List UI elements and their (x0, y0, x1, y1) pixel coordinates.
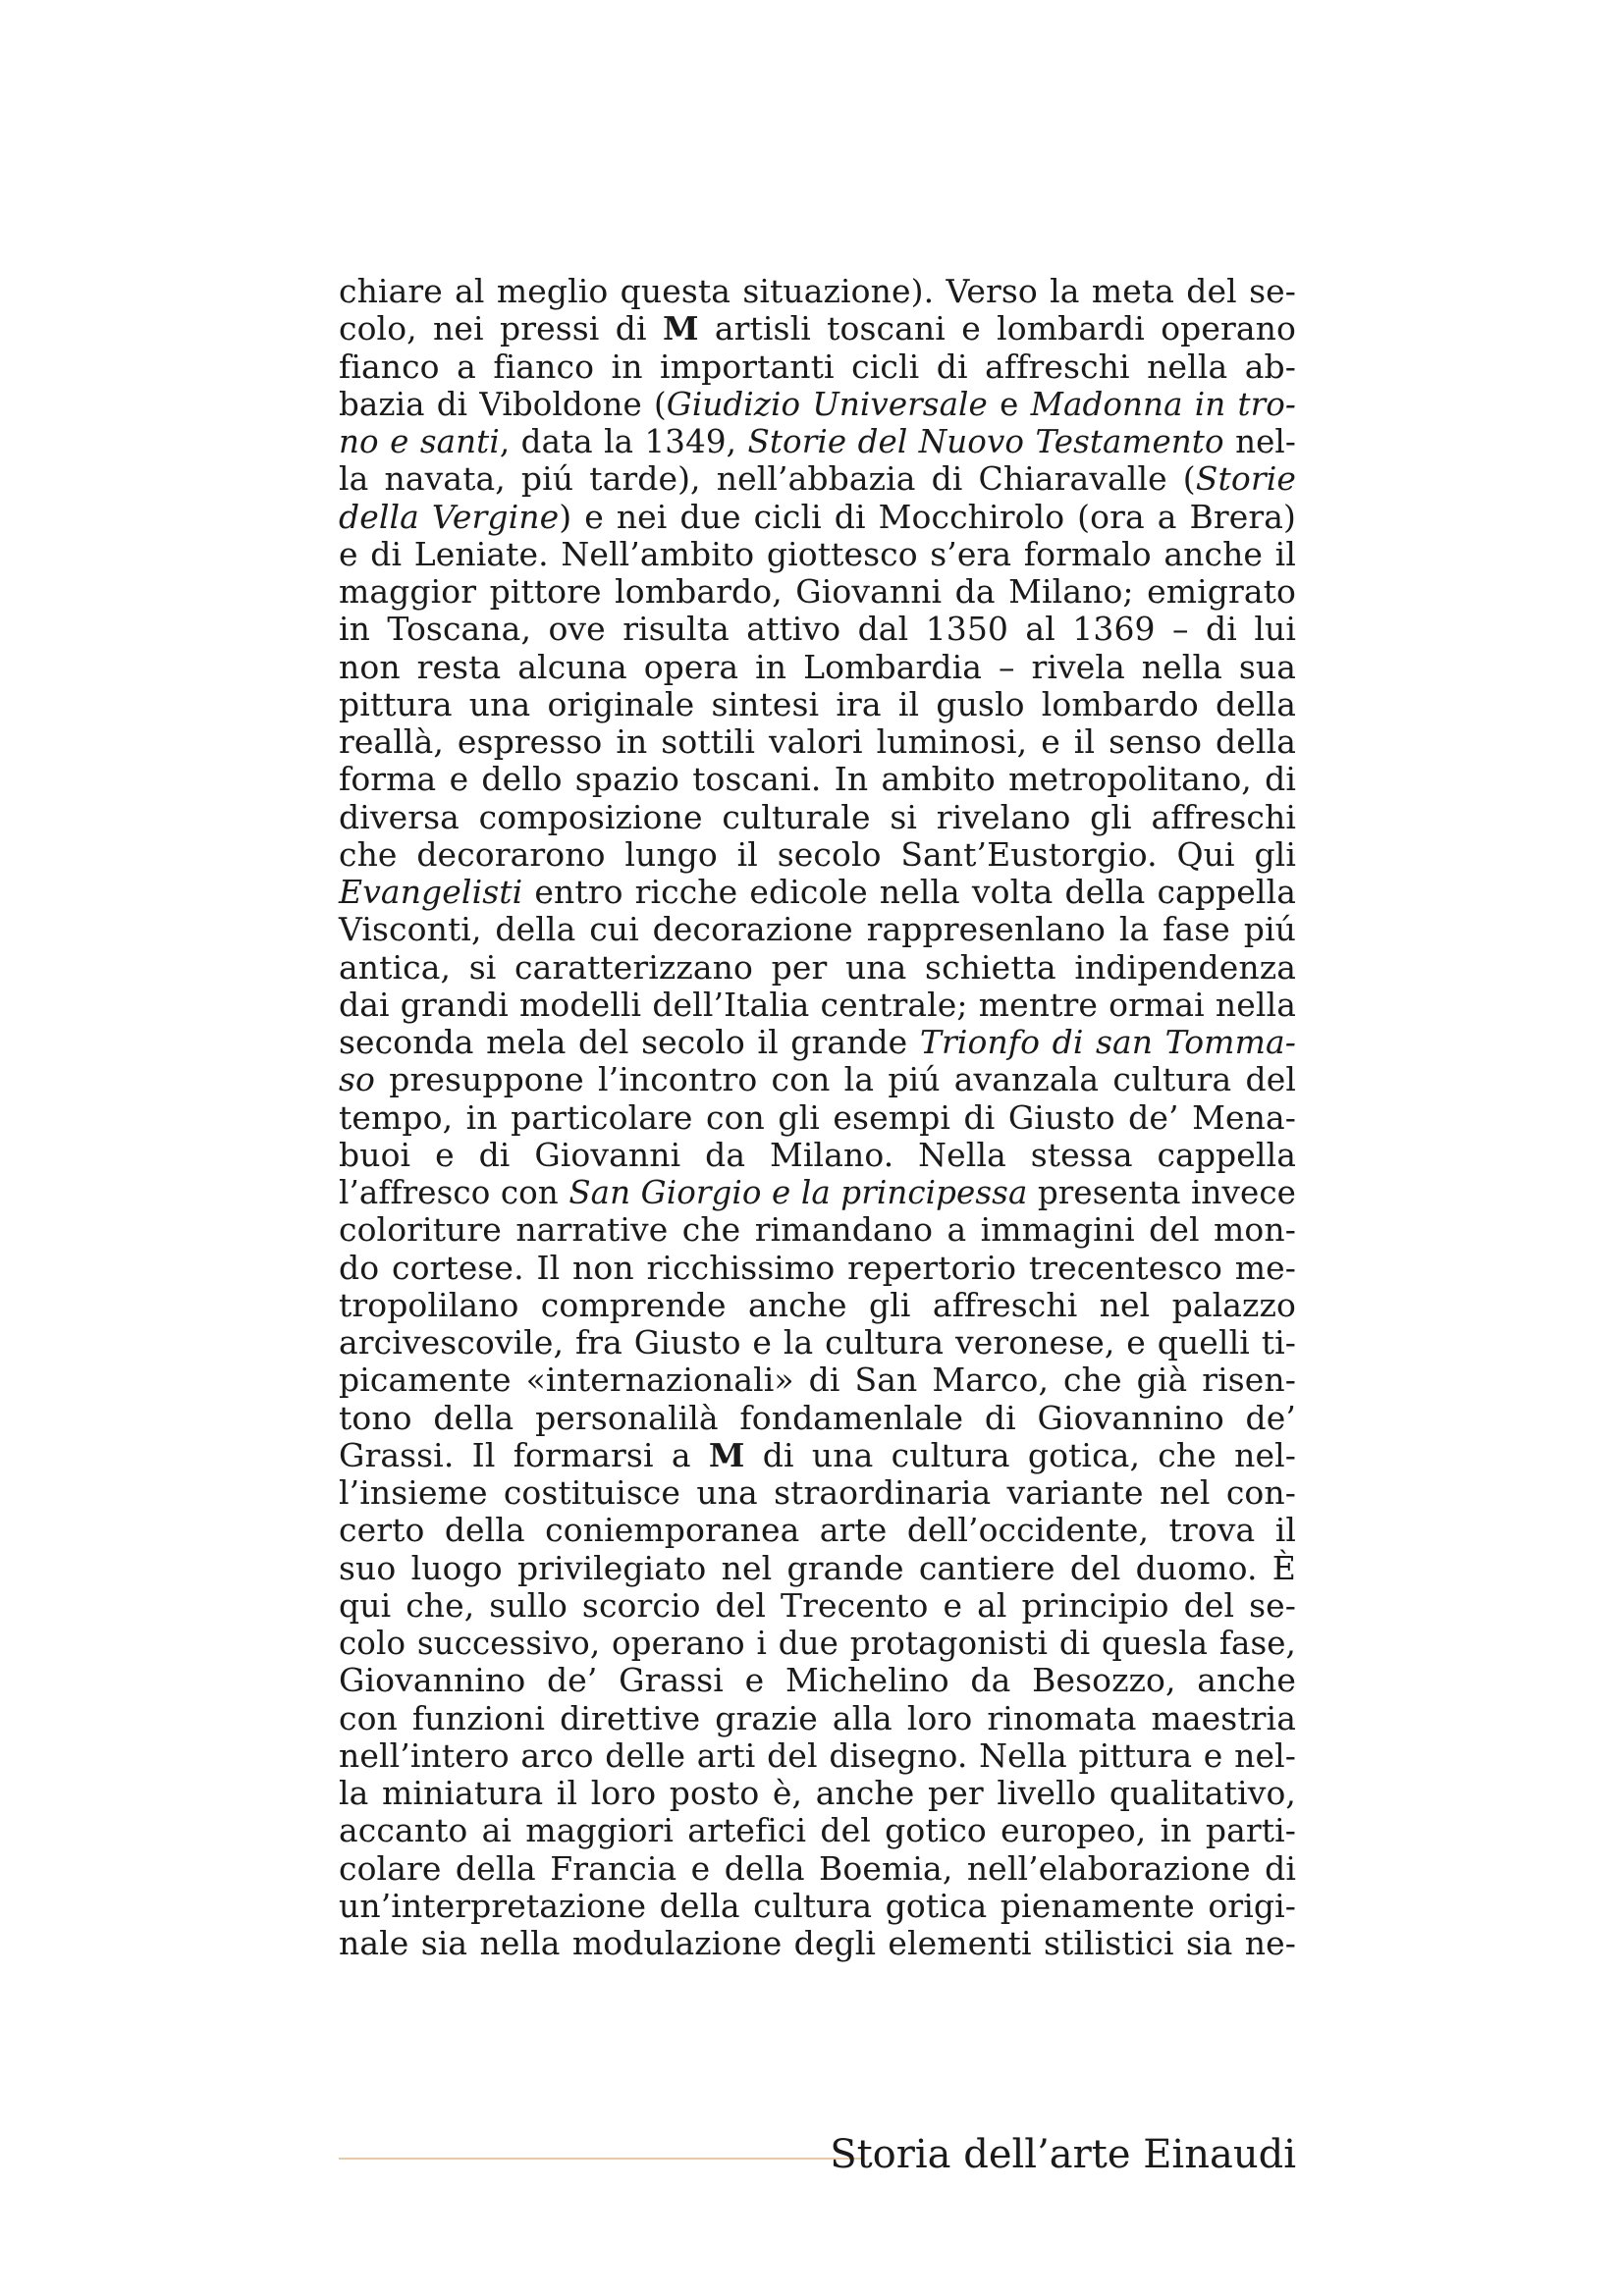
text-segment: colare della Francia e della Boemia, nell’elaborazione di (339, 1848, 1296, 1888)
text-line (339, 836, 1296, 874)
text-segment: tono della personalilà fondamenlale di Giovannino de’ (339, 1398, 1296, 1437)
text-segment: un’interpretazione della cultura gotica pienamente origi- (339, 1886, 1296, 1925)
text-line (339, 874, 1296, 911)
text-segment: Giovannino de’ Grassi e Michelino da Besozzo, anche (339, 1661, 1296, 1700)
text-line (339, 1587, 1296, 1625)
text-line (339, 1625, 1296, 1662)
text-line (339, 1437, 1296, 1474)
text-segment: Trionfo di san Tomma- (919, 1023, 1296, 1061)
text-segment: fianco a fianco in importanti cicli di affreschi nella ab- (339, 347, 1296, 386)
text-segment: presuppone l’incontro con la piú avanzala cultura del (375, 1060, 1296, 1099)
text-line (339, 423, 1296, 460)
text-segment: San Giorgio e la principessa (568, 1174, 1028, 1211)
text-segment: coloriture narrative che rimandano a immagini del mon- (339, 1210, 1296, 1250)
text-segment: presenta invece (1027, 1174, 1296, 1211)
text-segment: e (987, 385, 1031, 423)
text-line (339, 1700, 1296, 1737)
text-line (339, 649, 1296, 686)
text-segment: reallà, espresso in sottili valori luminosi, e il senso della (339, 722, 1296, 761)
text-segment: Madonna in tro- (1030, 385, 1296, 423)
text-line (339, 1324, 1296, 1362)
text-segment: la navata, piú tarde), nell’abbazia di Chiaravalle ( (339, 459, 1196, 499)
text-line (339, 310, 1296, 347)
text-line (339, 1737, 1296, 1775)
text-segment: certo della coniemporanea arte dell’occidente, trova il (339, 1511, 1296, 1550)
text-line (339, 949, 1296, 987)
text-segment: in Toscana, ove risulta attivo dal 1350 al 1369 – di lui (339, 610, 1296, 649)
text-line (339, 799, 1296, 836)
text-segment: l’affresco con (339, 1174, 569, 1211)
text-segment: che decorarono lungo il secolo Sant’Eustorgio. Qui gli (339, 834, 1296, 874)
text-segment: e di Leniate. Nell’ambito giottesco s’era formalo anche il (339, 534, 1296, 573)
text-segment: , data la 1349, (499, 423, 748, 460)
text-segment: maggior pittore lombardo, Giovanni da Milano; emigrato (339, 572, 1296, 611)
text-segment: qui che, sullo scorcio del Trecento e al principio del se- (339, 1585, 1296, 1625)
text-segment: suo luogo privilegiato nel grande cantiere del duomo. È (339, 1548, 1296, 1587)
text-segment: entro ricche edicole nella volta della cappella (522, 873, 1296, 911)
text-segment: diversa composizione culturale si rivelano gli affreschi (339, 797, 1296, 836)
text-line (339, 1775, 1296, 1812)
text-segment: tropolilano comprende anche gli affreschi nel palazzo (339, 1285, 1296, 1324)
text-segment: M (662, 309, 699, 348)
text-line (339, 1888, 1296, 1925)
text-segment: chiare al meglio questa situazione). Verso la meta del se- (339, 272, 1296, 310)
text-line (339, 1850, 1296, 1888)
text-segment: tempo, in particolare con gli esempi di Giusto de’ Mena- (339, 1097, 1296, 1137)
text-line (339, 1061, 1296, 1098)
text-segment: colo successivo, operano i due protagonisti di quesla fase, (339, 1625, 1296, 1662)
text-line (339, 386, 1296, 423)
text-line (339, 1250, 1296, 1287)
text-segment: artisli toscani e lombardi operano (698, 309, 1297, 348)
text-line (339, 573, 1296, 611)
text-segment: della Vergine (339, 497, 560, 536)
page-footer (339, 2128, 1296, 2187)
text-segment: nell’intero arco delle arti del disegno. Nella pittura e nel- (339, 1735, 1296, 1775)
text-line (339, 1925, 1296, 1962)
text-line (339, 348, 1296, 386)
text-segment: antica, si caratterizzano per una schietta indipendenza (339, 947, 1296, 987)
text-line (339, 911, 1296, 948)
text-segment: pittura una originale sintesi ira il guslo lombardo della (339, 684, 1296, 723)
text-segment: bazia di Viboldone ( (339, 385, 667, 423)
text-segment: picamente «internazionali» di San Marco, che già risen- (339, 1361, 1296, 1400)
text-line (339, 1137, 1296, 1174)
text-segment: dai grandi modelli dell’Italia centrale; mentre ormai nella (339, 985, 1296, 1024)
text-line (339, 1512, 1296, 1549)
text-line (339, 499, 1296, 536)
text-line (339, 1812, 1296, 1849)
text-segment: nale sia nella modulazione degli elementi stilistici sia ne- (339, 1924, 1296, 1962)
text-segment: l’insieme costituisce una straordinaria variante nel con- (339, 1473, 1296, 1512)
body-text (339, 273, 1296, 1962)
text-segment: arcivescovile, fra Giusto e la cultura veronese, e quelli ti- (339, 1323, 1296, 1362)
text-segment: no e santi (339, 423, 500, 460)
text-line (339, 987, 1296, 1024)
text-line (339, 1362, 1296, 1399)
text-segment: con funzioni direttive grazie alla loro rinomata maestria (339, 1698, 1296, 1737)
text-segment: accanto ai maggiori artefici del gotico europeo, in parti- (339, 1811, 1296, 1850)
text-segment: Storie del Nuovo Testamento (747, 423, 1224, 460)
text-line (339, 1662, 1296, 1699)
text-line (339, 1024, 1296, 1061)
text-line (339, 1550, 1296, 1587)
text-segment: Visconti, della cui decorazione rappresenlano la fase piú (339, 910, 1296, 949)
text-segment: colo, nei pressi di (339, 309, 663, 348)
text-line (339, 1287, 1296, 1324)
text-segment: Storie (1195, 459, 1296, 499)
text-line (339, 460, 1296, 498)
text-segment: Giudizio Universale (666, 385, 988, 423)
text-line (339, 1174, 1296, 1211)
text-line (339, 611, 1296, 648)
text-segment: so (339, 1060, 376, 1099)
text-line (339, 1099, 1296, 1137)
text-line (339, 1211, 1296, 1249)
text-line (339, 1400, 1296, 1437)
text-segment: M (708, 1435, 745, 1474)
text-line (339, 1474, 1296, 1512)
text-segment: do cortese. Il non ricchissimo repertorio trecentesco me- (339, 1248, 1296, 1287)
text-line (339, 686, 1296, 723)
text-segment: nel- (1223, 423, 1297, 460)
text-line (339, 273, 1296, 310)
text-segment: Grassi. Il formarsi a (339, 1435, 709, 1474)
footer-title: Storia dell’arte Einaudi (830, 2132, 1296, 2177)
text-segment: di una cultura gotica, che nel- (744, 1435, 1296, 1474)
text-segment: la miniatura il loro posto è, anche per livello qualitativo, (339, 1774, 1296, 1812)
text-segment: buoi e di Giovanni da Milano. Nella stessa cappella (339, 1135, 1296, 1174)
text-line (339, 761, 1296, 798)
text-segment: forma e dello spazio toscani. In ambito metropolitano, di (339, 760, 1296, 799)
text-line (339, 536, 1296, 573)
text-segment: ) e nei due cicli di Mocchirolo (ora a Brera) (559, 497, 1297, 536)
text-segment: Evangelisti (339, 873, 523, 911)
text-line (339, 723, 1296, 761)
footer-rule (339, 2158, 861, 2160)
text-segment: non resta alcuna opera in Lombardia – rivela nella sua (339, 647, 1296, 686)
text-segment: seconda mela del secolo il grande (339, 1023, 920, 1061)
